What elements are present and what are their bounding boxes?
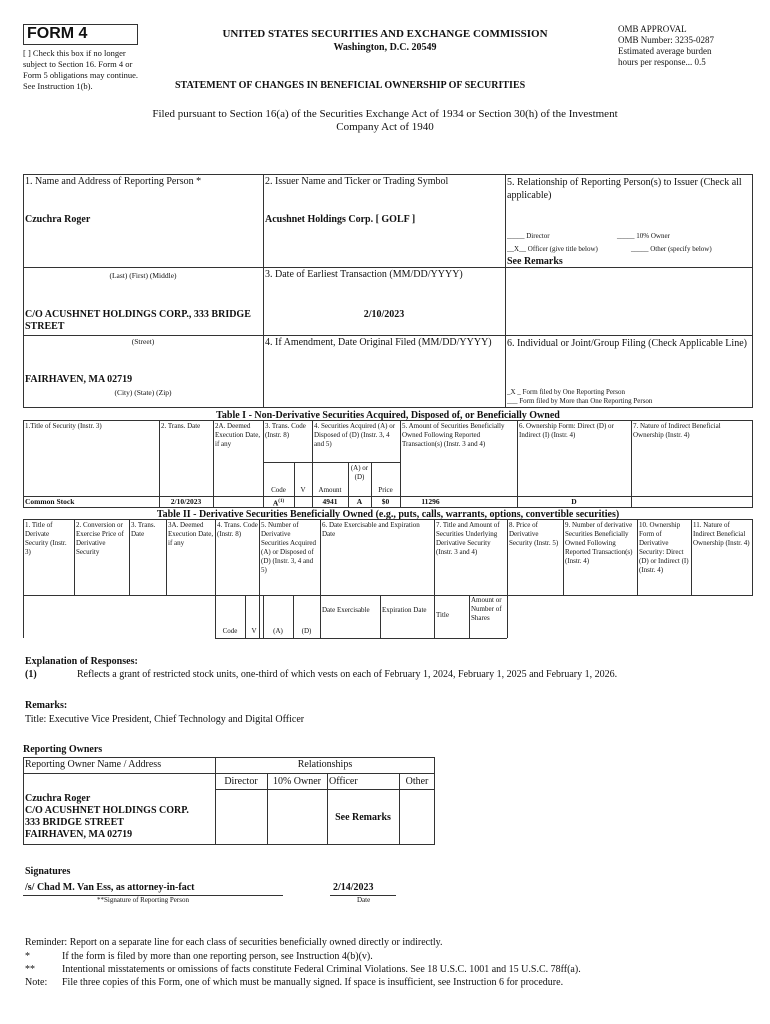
t1-row-form: D bbox=[571, 497, 577, 506]
t2-sub-title: Title bbox=[436, 611, 449, 619]
explanation-heading: Explanation of Responses: bbox=[25, 656, 138, 667]
owner-addr2: 333 BRIDGE STREET bbox=[25, 817, 124, 828]
section1-label: 1. Name and Address of Reporting Person * bbox=[25, 176, 202, 187]
t1-row-title: Common Stock bbox=[25, 497, 75, 506]
check-box-text: [ ] Check this box if no longer subject to Section 16. Form 4 or Form 5 obligations may continue. See Instruction 1(b). bbox=[23, 48, 138, 91]
owner-name-line: Czuchra Roger bbox=[25, 793, 91, 804]
t1-row-aod: A bbox=[356, 497, 363, 506]
footer-note-text: File three copies of this Form, one of which must be manually signed. If space is insufficient, see Instruction 6 for procedure. bbox=[62, 977, 564, 988]
reporting-person-street: C/O ACUSHNET HOLDINGS CORP., 333 BRIDGE STREET bbox=[25, 309, 251, 332]
t2-col2: 2. Conversion or Exercise Price of Derivative Security bbox=[76, 521, 124, 556]
filing-multiple: ___ Form filed by More than One Reporting Person bbox=[507, 397, 653, 405]
reporting-person-name: Czuchra Roger bbox=[25, 214, 91, 225]
signatures-heading: Signatures bbox=[25, 866, 71, 877]
footer-reminder: Reminder: Report on a separate line for each class of securities beneficially owned directly or indirectly. bbox=[25, 937, 443, 948]
owner-addr1: C/O ACUSHNET HOLDINGS CORP. bbox=[25, 805, 189, 816]
earliest-transaction-date: 2/10/2023 bbox=[363, 309, 405, 320]
t2-col7: 7. Title and Amount of Securities Underlying Derivative Security (Instr. 3 and 4) bbox=[436, 521, 500, 556]
footer-star2-text: Intentional misstatements or omissions of facts constitute Federal Criminal Violations. See 18 U.S.C. 1001 and 15 U.S.C. 78ff(a). bbox=[62, 964, 581, 975]
owner-officer-value: See Remarks bbox=[335, 812, 391, 823]
explanation-num: (1) bbox=[25, 669, 37, 680]
filed-pursuant: Filed pursuant to Section 16(a) of the Securities Exchange Act of 1934 or Section 30(h) of the Investment Company Act of 1940 bbox=[152, 108, 618, 133]
t2-sub-amount: Amount or Number of Shares bbox=[471, 596, 502, 622]
section5-label: 5. Relationship of Reporting Person(s) to Issuer (Check all applicable) bbox=[507, 177, 742, 201]
owners-col-officer: Officer bbox=[329, 776, 358, 787]
footer-star1-text: If the form is filed by more than one reporting person, see Instruction 4(b)(v). bbox=[62, 951, 373, 962]
omb-hours: hours per response... 0.5 bbox=[618, 57, 706, 67]
sections-grid bbox=[23, 174, 753, 408]
rel-other: _____ Other (specify below) bbox=[631, 245, 712, 253]
owners-col-name: Reporting Owner Name / Address bbox=[25, 759, 162, 770]
t1-col5: 5. Amount of Securities Beneficially Owned Following Reported Transaction(s) (Instr. 3 and 4) bbox=[402, 422, 505, 448]
table1-title: Table I - Non-Derivative Securities Acquired, Disposed of, or Beneficially Owned bbox=[216, 410, 560, 421]
t2-col11: 11. Nature of Indirect Beneficial Ownership (Instr. 4) bbox=[693, 521, 750, 547]
rel-see-remarks: See Remarks bbox=[507, 256, 563, 267]
remarks-heading: Remarks: bbox=[25, 700, 68, 711]
t2-sub-a: (A) bbox=[273, 627, 283, 635]
reporting-person-city: FAIRHAVEN, MA 02719 bbox=[25, 374, 133, 385]
t2-col3: 3. Trans. Date bbox=[131, 521, 156, 538]
rel-ten-pct: _____ 10% Owner bbox=[617, 232, 670, 240]
t1-sub-amount: Amount bbox=[318, 486, 342, 494]
t2-sub-v: V bbox=[251, 627, 257, 635]
t1-row-code bbox=[263, 497, 294, 509]
rel-officer: __X__ Officer (give title below) bbox=[507, 245, 598, 253]
t1-row-code-value: A bbox=[272, 498, 279, 508]
omb-box bbox=[618, 24, 758, 68]
t1-sub-code: Code bbox=[271, 486, 286, 494]
t1-sub-price: Price bbox=[378, 486, 393, 494]
section4-label: 4. If Amendment, Date Original Filed (MM/DD/YYYY) bbox=[265, 337, 492, 348]
t1-row-owned: 11296 bbox=[421, 497, 440, 506]
t2-col4: 4. Trans. Code (Instr. 8) bbox=[217, 521, 258, 538]
t1-col2a: 2A. Deemed Execution Date, if any bbox=[215, 422, 261, 448]
filing-one-person: _X _ Form filed by One Reporting Person bbox=[507, 388, 626, 396]
footer-note-mark: Note: bbox=[25, 977, 48, 988]
signature-date: 2/14/2023 bbox=[333, 882, 374, 893]
form-title: FORM 4 bbox=[27, 25, 88, 42]
form-title-box bbox=[23, 24, 138, 45]
omb-burden: Estimated average burden bbox=[618, 46, 712, 56]
agency-line1: UNITED STATES SECURITIES AND EXCHANGE COMMISSION bbox=[222, 28, 548, 40]
explanation-text: Reflects a grant of restricted stock units, one-third of which vests on each of February 1, 2024, February 1, 2025 and February 1, 2026. bbox=[77, 669, 618, 680]
owners-heading: Reporting Owners bbox=[23, 744, 103, 755]
name-caption: (Last) (First) (Middle) bbox=[109, 271, 177, 280]
t2-col3a: 3A. Deemed Execution Date, if any bbox=[168, 521, 214, 547]
t2-col8: 8. Price of Derivative Security (Instr. 5) bbox=[509, 521, 559, 547]
owners-col-director: Director bbox=[224, 776, 258, 787]
signature-value: /s/ Chad M. Van Ess, as attorney-in-fact bbox=[25, 882, 195, 893]
issuer-name: Acushnet Holdings Corp. [ GOLF ] bbox=[265, 214, 416, 225]
section2-label: 2. Issuer Name and Ticker or Trading Symbol bbox=[265, 176, 449, 187]
remarks-text: Title: Executive Vice President, Chief Technology and Digital Officer bbox=[25, 714, 305, 725]
t2-sub-d: (D) bbox=[301, 627, 312, 635]
t2-col9: 9. Number of derivative Securities Beneficially Owned Following Reported Transaction(s) (Instr. 4) bbox=[565, 521, 633, 565]
t1-col3: 3. Trans. Code (Instr. 8) bbox=[265, 422, 306, 439]
t1-col2: 2. Trans. Date bbox=[161, 422, 201, 430]
t2-sub-code: Code bbox=[222, 627, 238, 635]
t1-col4: 4. Securities Acquired (A) or Disposed of (D) (Instr. 3, 4 and 5) bbox=[314, 422, 396, 448]
section6-label: 6. Individual or Joint/Group Filing (Check Applicable Line) bbox=[507, 338, 747, 349]
table2-title: Table II - Derivative Securities Beneficially Owned (e.g., puts, calls, warrants, options, convertible securities) bbox=[156, 509, 620, 520]
t1-row-date: 2/10/2023 bbox=[170, 497, 202, 506]
t1-row-price: $0 bbox=[381, 497, 390, 506]
street-caption: (Street) bbox=[131, 337, 155, 346]
owner-name bbox=[25, 793, 189, 841]
omb-number: OMB Number: 3235-0287 bbox=[618, 35, 714, 45]
owners-col-other: Other bbox=[405, 776, 429, 787]
owners-col-10: 10% Owner bbox=[272, 776, 322, 787]
statement-title: STATEMENT OF CHANGES IN BENEFICIAL OWNERSHIP OF SECURITIES bbox=[175, 80, 526, 91]
t1-row-code-note: (1) bbox=[278, 499, 285, 504]
t1-sub-aod: (A) or (D) bbox=[350, 464, 369, 481]
t2-col5: 5. Number of Derivative Securities Acquired (A) or Disposed of (D) (Instr. 3, 4 and 5) bbox=[261, 521, 317, 574]
signature-caption: **Signature of Reporting Person bbox=[97, 896, 189, 904]
t1-sub-v: V bbox=[300, 486, 306, 494]
t1-col7: 7. Nature of Indirect Beneficial Ownership (Instr. 4) bbox=[633, 422, 721, 439]
footer-star2-mark: ** bbox=[25, 964, 35, 975]
date-caption: Date bbox=[357, 896, 371, 904]
owner-addr3: FAIRHAVEN, MA 02719 bbox=[25, 829, 133, 840]
t2-sub-exp: Expiration Date bbox=[382, 606, 427, 614]
t2-col1: 1. Title of Derivate Security (Instr. 3) bbox=[25, 521, 67, 556]
t2-col6: 6. Date Exercisable and Expiration Date bbox=[322, 521, 420, 538]
rel-director: _____ Director bbox=[507, 232, 550, 240]
t1-col6: 6. Ownership Form: Direct (D) or Indirect (I) (Instr. 4) bbox=[519, 422, 614, 439]
owners-col-rel: Relationships bbox=[297, 759, 353, 770]
agency-line2: Washington, D.C. 20549 bbox=[333, 42, 437, 53]
section3-label: 3. Date of Earliest Transaction (MM/DD/YYYY) bbox=[265, 269, 463, 280]
t2-col10: 10. Ownership Form of Derivative Security: Direct (D) or Indirect (I) (Instr. 4) bbox=[639, 521, 689, 574]
t1-col1: 1.Title of Security (Instr. 3) bbox=[25, 422, 102, 430]
t1-row-amount: 4941 bbox=[322, 497, 338, 506]
footer-star1-mark: * bbox=[25, 951, 30, 962]
city-caption: (City) (State) (Zip) bbox=[114, 388, 172, 397]
t2-sub-date-ex: Date Exercisable bbox=[322, 606, 370, 614]
omb-title: OMB APPROVAL bbox=[618, 24, 687, 34]
